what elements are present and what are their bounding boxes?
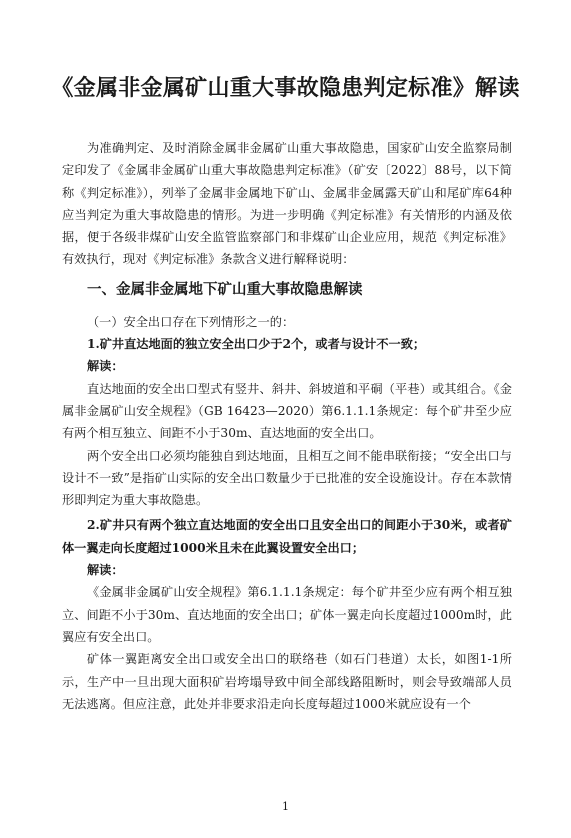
item-2-paragraph-1: 《金属非金属矿山安全规程》第6.1.1.1条规定：每个矿井至少应有两个相互独立、间距不小于30m、直达地面的安全出口；矿体一翼走向长度超过1000m时，此翼应有安全出口。: [62, 585, 512, 644]
item-1-heading: 1.矿井直达地面的独立安全出口少于2个，或者与设计不一致；: [87, 337, 426, 352]
item-1-interpretation-label: 解读：: [87, 359, 124, 374]
subsection-heading: （一）安全出口存在下列情形之一的：: [87, 314, 295, 329]
document-title: 《金属非金属矿山重大事故隐患判定标准》解读: [51, 76, 520, 101]
item-2-interpretation-label: 解读：: [87, 563, 124, 578]
page-number: 1: [282, 800, 289, 813]
section-heading: 一、金属非金属地下矿山重大事故隐患解读: [87, 281, 363, 298]
document-body: [62, 137, 512, 715]
item-2-heading: 2.矿井只有两个独立直达地面的安全出口且安全出口的间距小于30米，或者矿体一翼走向长度超过1000米且未在此翼设置安全出口；: [62, 518, 512, 555]
item-2-paragraph-2: 矿体一翼距离安全出口或安全出口的联络巷（如石门巷道）太长，如图1-1所示，生产中一旦出现大面积矿岩垮塌导致中间全部线路阻断时，则会导致端部人员无法逃离。但应注意，此处并非要求沿走向长度每超过1000米就应设有一个: [62, 652, 512, 711]
intro-paragraph: 为准确判定、及时消除金属非金属矿山重大事故隐患，国家矿山安全监察局制定印发了《金属非金属矿山重大事故隐患判定标准》（矿安〔2022〕88号，以下简称《判定标准》），列举了金属非金属地下矿山、金属非金属露天矿山和尾矿库64种应当判定为重大事故隐患的情形。为进一步明确《判定标准》有关情形的内涵及依据，便于各级非煤矿山安全监管监察部门和非煤矿山企业应用，规范《判定标准》有效执行，现对《判定标准》条款含义进行解释说明：: [62, 141, 512, 267]
item-1-paragraph-2: 两个安全出口必须均能独自到达地面，且相互之间不能串联衔接；“安全出口与设计不一致”是指矿山实际的安全出口数量少于已批准的安全设施设计。存在本款情形即判定为重大事故隐患。: [62, 448, 512, 508]
item-1-paragraph-1: 直达地面的安全出口型式有竖井、斜井、斜坡道和平硐（平巷）或其组合。《金属非金属矿山安全规程》（GB 16423—2020）第6.1.1.1条规定：每个矿井至少应有两个相互独立、间距不小于30m、直达地面的安全出口。: [62, 381, 512, 441]
